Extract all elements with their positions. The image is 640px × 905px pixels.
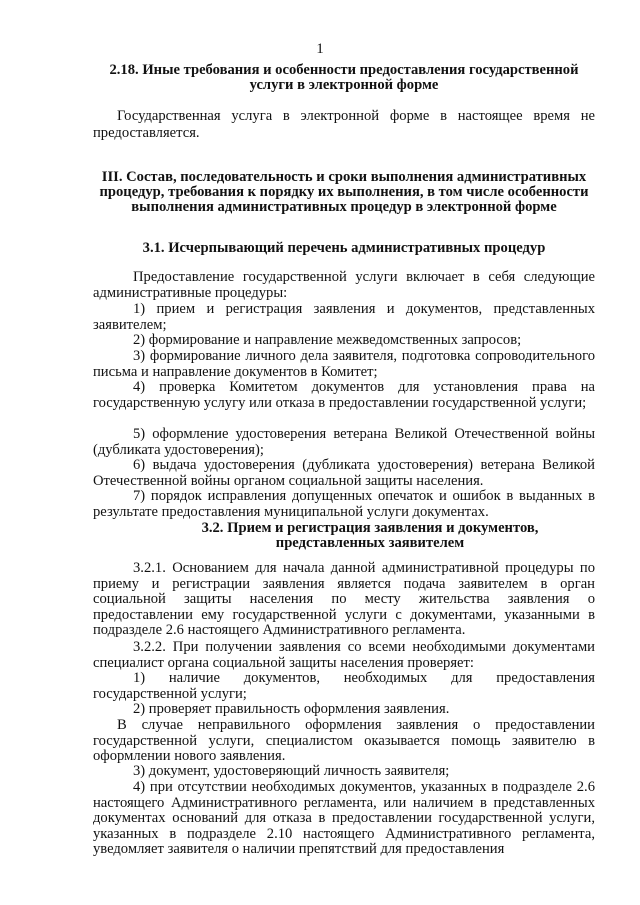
procedure-item-2: 2) формирование и направление межведомственных запросов;	[133, 332, 522, 348]
page-number: 1	[316, 41, 324, 57]
check-item-2: 2) проверяет правильность оформления заявления.	[133, 701, 450, 717]
procedure-item-4: 4) проверка Комитетом документов для установления права на государственную услугу или отказа в предоставлении государственной услуги;	[93, 379, 595, 411]
section-2-18-heading: 2.18. Иные требования и особенности предоставления государственной услуги в электронной форме	[109, 62, 579, 93]
procedure-item-5: 5) оформление удостоверения ветерана Великой Отечественной войны (дубликата удостоверения);	[93, 426, 595, 458]
procedure-item-1: 1) прием и регистрация заявления и документов, представленных заявителем;	[93, 301, 595, 333]
section-3-1-heading: 3.1. Исчерпывающий перечень административных процедур	[142, 240, 546, 256]
section-3-2-heading: 3.2. Прием и регистрация заявления и документов, представленных заявителем	[201, 520, 539, 551]
check-item-1: 1) наличие документов, необходимых для предоставления государственной услуги;	[93, 670, 595, 702]
paragraph-3-2-1: 3.2.1. Основанием для начала данной административной процедуры по приему и регистрации заявления является подача заявителем в орган социальной защиты населения по месту жительства заявления о предоставлении ему государственной услуги с документами, указанными в подразделе 2.6 настоящего Административного регламента.	[93, 560, 595, 638]
check-item-4: 4) при отсутствии необходимых документов, указанных в подразделе 2.6 настоящего Административного регламента, или наличием в представленных документах оснований для отказа в предоставлении государственной услуги, указанных в подразделе 2.10 настоящего Административного регламента, уведомляет заявителя о наличии препятствий для предоставления	[93, 779, 595, 857]
paragraph-3-2-2: 3.2.2. При получении заявления со всеми необходимыми документами специалист органа социальной защиты населения проверяет:	[93, 639, 595, 671]
section-III-heading: III. Состав, последовательность и сроки выполнения административных процедур, требования к порядку их выполнения, в том числе особенности выполнения административных процедур в электронной форме	[99, 169, 589, 215]
procedure-item-7: 7) порядок исправления допущенных опечаток и ошибок в выданных в результате предоставления муниципальной услуги документах.	[93, 488, 595, 520]
procedure-item-3: 3) формирование личного дела заявителя, подготовка сопроводительного письма и направление документов в Комитет;	[93, 348, 595, 380]
incorrect-application-note: В случае неправильного оформления заявления о предоставлении государственной услуги, специалистом оказывается помощь заявителю в оформлении нового заявления.	[93, 717, 595, 764]
section-2-18-text: Государственная услуга в электронной форме в настоящее время не предоставляется.	[93, 108, 595, 141]
procedure-item-6: 6) выдача удостоверения (дубликата удостоверения) ветерана Великой Отечественной войны органом социальной защиты населения.	[93, 457, 595, 489]
check-item-3: 3) документ, удостоверяющий личность заявителя;	[133, 763, 450, 779]
section-3-1-intro: Предоставление государственной услуги включает в себя следующие административные процедуры:	[93, 269, 595, 301]
